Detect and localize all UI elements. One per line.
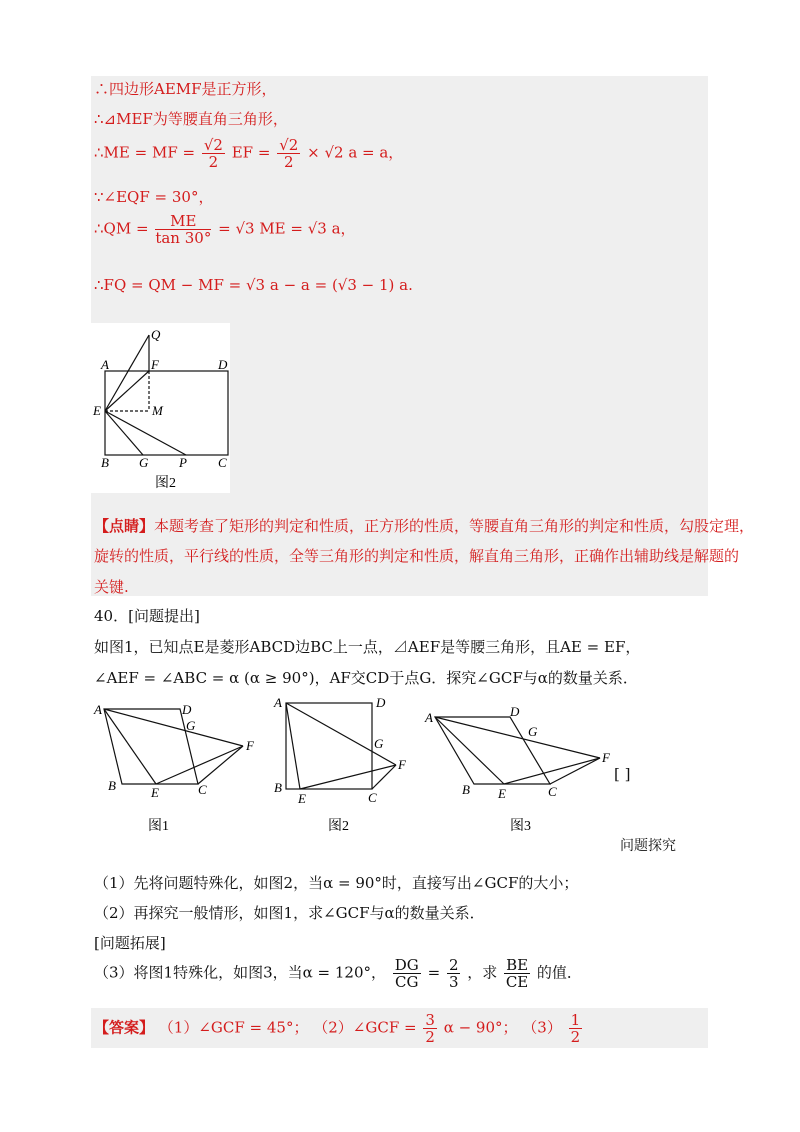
fig1-label-B: B bbox=[108, 778, 116, 793]
question-3: （3）将图1特殊化，如图3，当α = 120°， $\frac{DG}{CG}$ = $\frac{2}{3}$ ，求 $\frac{BE}{CE}$ 的值． bbox=[94, 956, 582, 991]
fig2-label-A: A bbox=[274, 695, 282, 710]
fig2-caption: 图2 bbox=[328, 819, 349, 834]
fig1-label-C: C bbox=[198, 782, 207, 797]
fig2-label-B: B bbox=[274, 780, 282, 795]
problem-bracket: [ ] bbox=[614, 765, 631, 783]
question-1: （1）先将问题特殊化，如图2，当α = 90°时，直接写出∠GCF的大小； bbox=[94, 874, 579, 892]
solution-line-1: ∴四边形AEMF是正方形， bbox=[94, 80, 277, 98]
label-F: F bbox=[151, 357, 159, 372]
fig1-label-E: E bbox=[151, 785, 159, 800]
fig3-label-F: F bbox=[602, 750, 610, 765]
label-E: E bbox=[93, 403, 101, 418]
fig3-label-A: A bbox=[425, 710, 433, 725]
figure-3 bbox=[435, 717, 600, 784]
label-D: D bbox=[218, 357, 228, 372]
fig3-label-D: D bbox=[510, 704, 520, 719]
problem-intro-1: 如图1，已知点E是菱形ABCD边BC上一点，⊿AEF是等腰三角形，且AE = EF， bbox=[94, 638, 641, 656]
fig3-label-E: E bbox=[498, 786, 506, 801]
solution-line-3: ∴ME = MF = $\frac{√2}{2}$ EF = $\frac{√2}{2}$ × √2 a = a， bbox=[94, 136, 404, 171]
fig2-caption: 图2 bbox=[155, 476, 176, 491]
comment-line-1: 【点睛】本题考查了矩形的判定和性质，正方形的性质，等腰直角三角形的判定和性质，勾股定理， bbox=[94, 517, 755, 535]
comment-line-2: 旋转的性质，平行线的性质，全等三角形的判定和性质，解直角三角形，正确作出辅助线是解题的 bbox=[94, 547, 740, 565]
fig3-label-C: C bbox=[548, 784, 557, 799]
solution-line-4: ∵∠EQF = 30°， bbox=[94, 188, 214, 206]
solution-figure-diagram bbox=[91, 323, 230, 493]
comment-line-3: 关键. bbox=[94, 578, 129, 596]
fig3-label-B: B bbox=[462, 782, 470, 797]
label-C: C bbox=[218, 455, 227, 470]
label-G: G bbox=[139, 455, 149, 470]
problem-intro-2: ∠AEF = ∠ABC = α (α ≥ 90°)，AF交CD于点G．探究∠GCF与α的数量关系． bbox=[94, 669, 638, 687]
label-P: P bbox=[179, 455, 187, 470]
label-Q: Q bbox=[151, 327, 161, 342]
answer-line: 【答案】 （1）∠GCF = 45°； （2）∠GCF = $\frac{3}{2}$ α − 90°； （3） $\frac{1}{2}$ bbox=[94, 1011, 581, 1046]
fig1-caption: 图1 bbox=[148, 819, 169, 834]
fig3-caption: 图3 bbox=[510, 819, 531, 834]
fig1-label-A: A bbox=[94, 702, 102, 717]
fig2-label-E: E bbox=[298, 791, 306, 806]
extend-header: [问题拓展] bbox=[94, 934, 166, 952]
fig2-label-D: D bbox=[376, 695, 386, 710]
label-A: A bbox=[101, 357, 109, 372]
solution-line-6: ∴FQ = QM − MF = √3 a − a = (√3 − 1) a. bbox=[94, 276, 413, 294]
label-M: M bbox=[152, 403, 163, 418]
solution-line-5: ∴QM = $\frac{ME}{\tan 30^\circ}$ = √3 ME = √3 a， bbox=[94, 212, 356, 247]
problem-header: 40．[问题提出] bbox=[94, 607, 200, 625]
fig1-label-D: D bbox=[182, 702, 192, 717]
fig1-label-F: F bbox=[246, 738, 254, 753]
fig3-label-G: G bbox=[528, 724, 538, 739]
fig2-label-G: G bbox=[374, 736, 384, 751]
figure-1 bbox=[104, 709, 243, 784]
fig2-label-F: F bbox=[398, 757, 406, 772]
explore-header: 问题探究 bbox=[620, 838, 676, 854]
solution-line-2: ∴⊿MEF为等腰直角三角形， bbox=[94, 110, 288, 128]
solution-figure bbox=[91, 323, 230, 493]
fig1-label-G: G bbox=[186, 718, 196, 733]
question-2: （2）再探究一般情形，如图1，求∠GCF与α的数量关系． bbox=[94, 904, 485, 922]
fig2-label-C: C bbox=[368, 790, 377, 805]
label-B: B bbox=[101, 455, 109, 470]
